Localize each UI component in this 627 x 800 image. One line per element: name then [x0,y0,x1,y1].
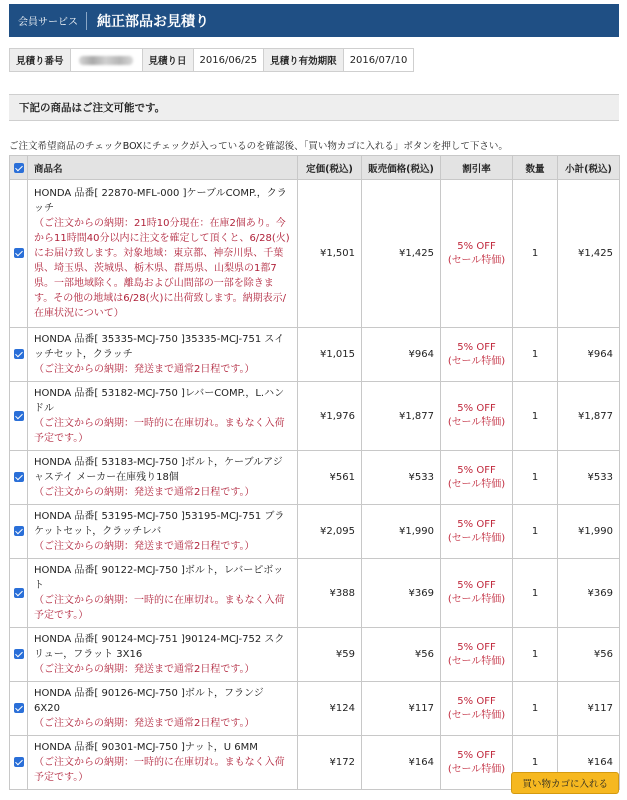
checkbox-checked-icon [14,757,24,767]
checkbox-checked-icon [14,411,24,421]
item-sale-price: ¥1,990 [362,505,441,559]
item-discount-note: (セール特価) [447,478,506,490]
item-subtotal: ¥533 [558,451,620,505]
item-delivery-note: （ご注文からの納期：一時的に在庫切れ。まもなく入荷予定です。） [34,418,285,444]
item-qty: 1 [513,628,558,682]
item-name-cell [28,628,298,682]
item-sale-price: ¥56 [362,628,441,682]
item-discount-note: (セール特価) [447,355,506,367]
item-subtotal: ¥1,425 [558,180,620,328]
item-checkbox[interactable] [10,736,28,790]
item-name-cell [28,328,298,382]
item-discount: 5% OFF [457,641,496,653]
item-qty: 1 [513,559,558,628]
item-discount-cell [441,559,513,628]
checkbox-checked-icon [14,349,24,359]
header-name: 商品名 [28,156,298,180]
item-discount-note: (セール特価) [447,254,506,266]
item-list-price: ¥59 [298,628,362,682]
item-discount-cell [441,682,513,736]
item-checkbox[interactable] [10,180,28,328]
item-discount-cell [441,505,513,559]
item-delivery-note: （ご注文からの納期：発送まで通常2日程です。） [34,664,255,675]
item-discount: 5% OFF [457,464,496,476]
header-list-price: 定価(税込) [298,156,362,180]
item-list-price: ¥124 [298,682,362,736]
header-discount: 割引率 [441,156,513,180]
checkbox-checked-icon [14,472,24,482]
item-list-price: ¥1,501 [298,180,362,328]
item-sale-price: ¥1,877 [362,382,441,451]
item-discount-note: (セール特価) [447,655,506,667]
item-name-cell [28,559,298,628]
item-delivery-note: （ご注文からの納期：一時的に在庫切れ。まもなく入荷予定です。） [34,757,285,783]
item-qty: 1 [513,682,558,736]
item-subtotal: ¥964 [558,328,620,382]
item-discount: 5% OFF [457,240,496,252]
item-discount-note: (セール特価) [447,417,506,428]
item-qty: 1 [513,505,558,559]
item-discount-cell [441,451,513,505]
item-discount: 5% OFF [457,341,496,353]
item-name: HONDA 品番[ 35335-MCJ-750 ]35335-MCJ-751 スイッチセット，クラッチ [34,334,285,360]
item-list-price: ¥172 [298,736,362,790]
page-header [9,4,619,37]
table-row [10,180,620,328]
checkbox-checked-icon [14,649,24,659]
item-checkbox[interactable] [10,382,28,451]
item-qty: 1 [513,328,558,382]
item-discount-note: (セール特価) [447,594,506,605]
estimate-date-label: 見積り日 [143,49,194,71]
item-name-cell [28,382,298,451]
checkbox-checked-icon [14,526,24,536]
item-discount-note: (セール特価) [447,763,506,775]
item-delivery-note: （ご注文からの納期：21時10分現在：在庫2個あり。今から11時間40分以内に注文を確定して頂くと、6/28(火)にお届け致します。対象地域：東京都、神奈川県、千葉県、埼玉県、茨城県、栃木県、群馬県、山梨県の1都7県。一部地域除く。離島および山間部の一部を除きます。その他の地域は6/28(火)に出荷致します。納期表示/在庫状況について） [34,218,290,319]
available-heading: 下記の商品はご注文可能です。 [9,94,619,121]
table-row [10,382,620,451]
checkbox-checked-icon [14,703,24,713]
item-name-cell [28,736,298,790]
item-subtotal: ¥117 [558,682,620,736]
item-name: HONDA 品番[ 90301-MCJ-750 ]ナット，U 6MM [34,742,258,753]
item-list-price: ¥561 [298,451,362,505]
item-subtotal: ¥1,990 [558,505,620,559]
page-title: 純正部品お見積り [97,13,209,30]
item-name: HONDA 品番[ 90124-MCJ-751 ]90124-MCJ-752 スクリュー，フラット 3X16 [34,634,285,660]
item-discount-cell [441,628,513,682]
item-checkbox[interactable] [10,451,28,505]
estimate-number-value [71,49,143,71]
item-delivery-note: （ご注文からの納期：発送まで通常2日程です。） [34,364,255,375]
item-delivery-note: （ご注文からの納期：発送まで通常2日程です。） [34,541,255,552]
item-name: HONDA 品番[ 53182-MCJ-750 ]レバーCOMP.，L.ハンドル [34,388,285,414]
table-row [10,505,620,559]
item-name-cell [28,451,298,505]
checkbox-checked-icon [14,248,24,258]
table-row [10,682,620,736]
estimate-date-value: 2016/06/25 [194,49,265,71]
item-delivery-note: （ご注文からの納期：発送まで通常2日程です。） [34,718,255,729]
item-discount-cell [441,736,513,790]
checkbox-checked-icon [14,163,24,173]
item-discount-cell [441,180,513,328]
item-discount: 5% OFF [457,749,496,761]
item-sale-price: ¥164 [362,736,441,790]
item-name: HONDA 品番[ 53195-MCJ-750 ]53195-MCJ-751 ブラケットセット，クラッチレバ [34,511,285,537]
table-header-row [10,156,620,180]
item-qty: 1 [513,736,558,790]
item-checkbox[interactable] [10,628,28,682]
item-discount: 5% OFF [457,695,496,707]
item-discount: 5% OFF [457,518,496,530]
item-subtotal: ¥164 [558,736,620,790]
item-discount: 5% OFF [457,403,496,414]
table-row [10,328,620,382]
item-discount-cell [441,328,513,382]
member-service-label: 会員サービス [18,17,78,28]
item-discount-note: (セール特価) [447,709,506,721]
item-subtotal: ¥56 [558,628,620,682]
header-subtotal: 小計(税込) [558,156,620,180]
item-list-price: ¥1,976 [298,382,362,451]
item-name: HONDA 品番[ 90126-MCJ-750 ]ボルト，フランジ 6X20 [34,688,264,714]
table-row [10,628,620,682]
item-qty: 1 [513,382,558,451]
item-sale-price: ¥117 [362,682,441,736]
item-name: HONDA 品番[ 53183-MCJ-750 ]ボルト，ケーブルアジャステイ メーカー在庫残り18個 [34,457,283,483]
item-qty: 1 [513,451,558,505]
item-qty: 1 [513,180,558,328]
item-name: HONDA 品番[ 22870-MFL-000 ]ケーブルCOMP.，クラッチ [34,188,287,214]
item-checkbox[interactable] [10,682,28,736]
item-checkbox[interactable] [10,505,28,559]
table-row [10,559,620,628]
item-discount-note: (セール特価) [447,532,506,544]
item-delivery-note: （ご注文からの納期：発送まで通常2日程です。） [34,487,255,498]
instruction-text: ご注文希望商品のチェックBOXにチェックが入っているのを確認後、「買い物カゴに入れる」ボタンを押して下さい。 [9,141,508,152]
items-table [9,155,620,790]
select-all-checkbox[interactable] [10,156,28,180]
item-name-cell [28,505,298,559]
estimate-number-label: 見積り番号 [10,49,71,71]
item-sale-price: ¥964 [362,328,441,382]
item-name-cell [28,180,298,328]
item-subtotal: ¥369 [558,559,620,628]
item-sale-price: ¥369 [362,559,441,628]
table-row [10,451,620,505]
checkbox-checked-icon [14,588,24,598]
expiry-date-value: 2016/07/10 [349,54,408,66]
item-delivery-note: （ご注文からの納期：一時的に在庫切れ。まもなく入荷予定です。） [34,595,285,621]
item-list-price: ¥2,095 [298,505,362,559]
item-sale-price: ¥1,425 [362,180,441,328]
item-sale-price: ¥533 [362,451,441,505]
item-name-cell [28,682,298,736]
item-name: HONDA 品番[ 90122-MCJ-750 ]ボルト，レバーピボット [34,565,284,591]
item-list-price: ¥1,015 [298,328,362,382]
expiry-date-label: 見積り有効期限 [264,49,344,71]
blurred-estimate-number [79,56,133,65]
item-discount-cell [441,382,513,451]
estimate-info-bar [9,48,414,72]
item-checkbox[interactable] [10,559,28,628]
header-qty: 数量 [513,156,558,180]
item-checkbox[interactable] [10,328,28,382]
item-subtotal: ¥1,877 [558,382,620,451]
item-discount: 5% OFF [457,580,496,591]
item-list-price: ¥388 [298,559,362,628]
header-sale-price: 販売価格(税込) [362,156,441,180]
add-to-cart-button[interactable]: 買い物カゴに入れる [511,772,619,794]
